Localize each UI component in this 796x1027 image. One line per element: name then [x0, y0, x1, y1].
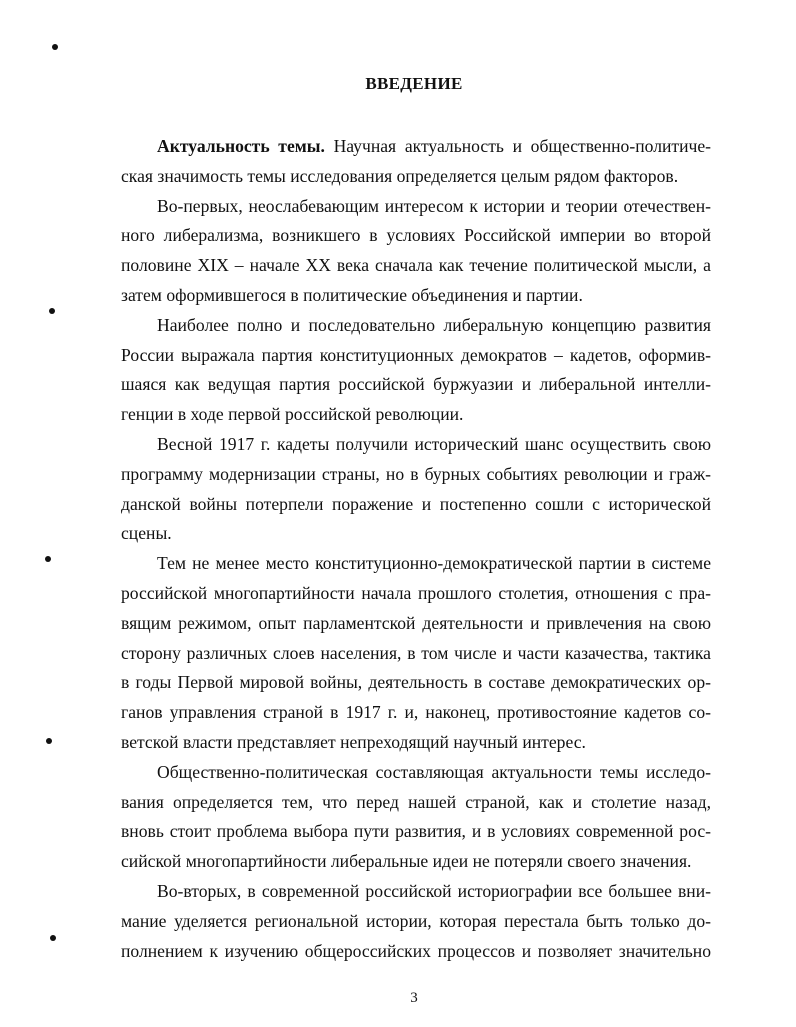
text-line: затем оформившегося в политические объединения и партии.: [121, 284, 583, 305]
text-line: Весной 1917 г. кадеты получили исторический шанс осуществить свою: [157, 433, 711, 454]
text-line: ганов управления страной в 1917 г. и, наконец, противостояние кадетов со-: [121, 702, 711, 723]
text-line: ская значимость темы исследования определяется целым рядом факторов.: [121, 165, 679, 186]
scan-mark: [52, 44, 58, 50]
page-number: 3: [410, 990, 418, 1006]
scan-mark: [50, 935, 56, 941]
bold-lead: Актуальность темы.: [157, 136, 325, 156]
text-line: данской войны потерпели поражение и постепенно сошли с исторической: [121, 493, 711, 514]
scan-mark: [46, 738, 52, 744]
text-line: программу модернизации страны, но в бурных событиях революции и граж-: [121, 463, 711, 484]
scan-mark: [49, 308, 55, 314]
paragraph: [121, 549, 711, 758]
text-line: вновь стоит проблема выбора пути развития, и в условиях современной рос-: [121, 821, 711, 842]
paragraph: [121, 192, 711, 311]
text-line: Тем не менее место конституционно-демократической партии в системе: [157, 553, 711, 574]
text-line: ного либерализма, возникшего в условиях Российской империи во второй: [121, 225, 711, 246]
paragraph: [121, 311, 711, 430]
text-line: России выражала партия конституционных демократов – кадетов, оформив-: [121, 344, 711, 365]
text-line: сийской многопартийности либеральные идеи не потеряли своего значения.: [121, 851, 692, 872]
paragraph: [121, 758, 711, 877]
text-line: половине XIX – начале XX века сначала как течение политической мысли, а: [121, 255, 711, 276]
paragraph: [121, 132, 711, 192]
text-line: вящим режимом, опыт парламентской деятельности и привлечения на свою: [121, 612, 711, 633]
scan-mark: [45, 556, 51, 562]
text-line: полнением к изучению общероссийских процессов и позволяет значительно: [121, 940, 711, 961]
paragraph: [121, 430, 711, 549]
text-line: Наиболее полно и последовательно либеральную концепцию развития: [157, 314, 711, 335]
text-line: Актуальность темы. Научная актуальность и общественно-политиче-: [157, 136, 711, 156]
text-line: ветской власти представляет непреходящий научный интерес.: [121, 731, 586, 752]
text-line: шаяся как ведущая партия российской буржуазии и либеральной интелли-: [121, 374, 711, 395]
text-line: Общественно-политическая составляющая актуальности темы исследо-: [157, 761, 711, 782]
paragraph: [121, 877, 711, 966]
text-line: Во-первых, неослабевающим интересом к истории и теории отечествен-: [157, 195, 711, 216]
page-title: ВВЕДЕНИЕ: [365, 74, 463, 93]
text-line: российской многопартийности начала прошлого столетия, отношения с пра-: [121, 582, 711, 603]
body-text: [121, 132, 711, 966]
text-line: Во-вторых, в современной российской историографии все большее вни-: [157, 880, 711, 901]
text-line: в годы Первой мировой войны, деятельность в составе демократических ор-: [121, 672, 711, 693]
text-line: мание уделяется региональной истории, которая перестала быть только до-: [121, 910, 711, 931]
text-line: вания определяется тем, что перед нашей страной, как и столетие назад,: [121, 791, 711, 812]
text-line: сторону различных слоев населения, в том числе и части казачества, тактика: [121, 642, 711, 663]
text-line: генции в ходе первой российской революции.: [121, 404, 464, 425]
text-line: сцены.: [121, 523, 172, 544]
